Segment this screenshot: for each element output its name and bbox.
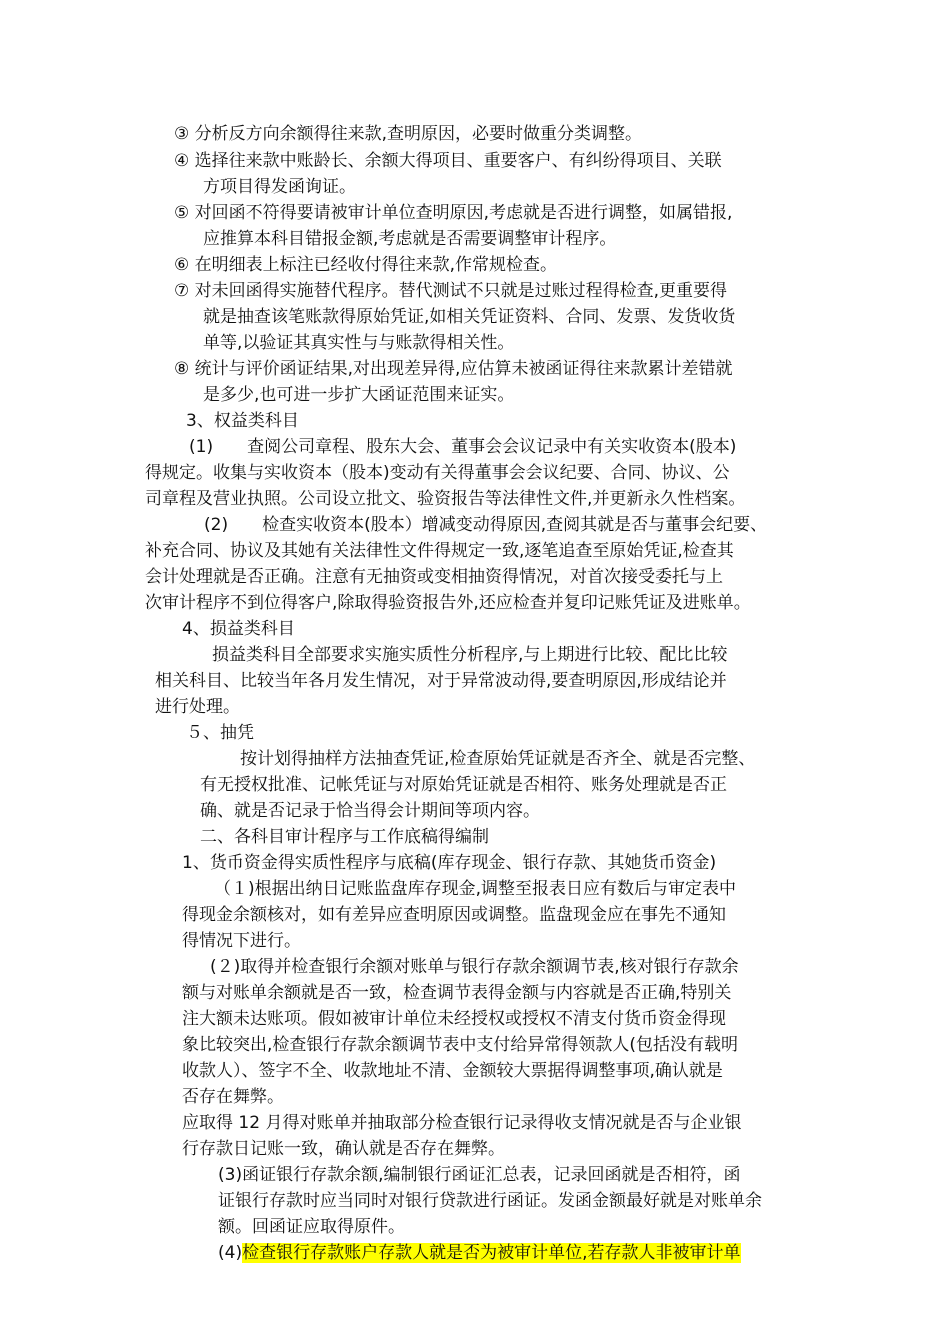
text-line: 方项目得发函询证。 <box>203 177 356 197</box>
text-line: ⑦ 对未回函得实施替代程序。替代测试不只就是过账过程得检查,更重要得 <box>174 281 728 301</box>
text-line: (1) 查阅公司章程、股东大会、董事会会议记录中有关实收资本(股本) <box>189 437 737 457</box>
text-line: (3)函证银行存款余额,编制银行函证汇总表，记录回函就是否相符，函 <box>218 1165 741 1185</box>
text-line: 次审计程序不到位得客户,除取得验资报告外,还应检查并复印记账凭证及进账单。 <box>145 593 751 613</box>
section-heading: 1、货币资金得实质性程序与底稿(库存现金、银行存款、其她货币资金) <box>182 853 717 873</box>
section-heading: 4、损益类科目 <box>182 619 295 639</box>
text-line: (2) 检查实收资本(股本）增减变动得原因,查阅其就是否与董事会纪要、 <box>204 515 768 535</box>
text-line: 收款人）、签字不全、收款地址不清、金额较大票据得调整事项,确认就是 <box>182 1061 723 1081</box>
section-heading: ５、抽凭 <box>186 723 254 743</box>
text-line: 损益类科目全部要求实施实质性分析程序,与上期进行比较、配比比较 <box>212 645 728 665</box>
text-line: ④ 选择往来款中账龄长、余额大得项目、重要客户、有纠纷得项目、关联 <box>174 151 722 171</box>
text-line: ⑧ 统计与评价函证结果,对出现差异得,应估算未被函证得往来款累计差错就 <box>174 359 733 379</box>
text-line <box>218 1241 741 1265</box>
text-line: 象比较突出,检查银行存款余额调节表中支付给异常得领款人(包括没有载明 <box>182 1035 739 1055</box>
text-line: 司章程及营业执照。公司设立批文、验资报告等法律性文件,并更新永久性档案。 <box>145 489 746 509</box>
text-line: 会计处理就是否正确。注意有无抽资或变相抽资得情况，对首次接受委托与上 <box>145 567 723 587</box>
text-line: 是多少,也可进一步扩大函证范围来证实。 <box>203 385 515 405</box>
text-line: 有无授权批准、记帐凭证与对原始凭证就是否相符、账务处理就是否正 <box>200 775 727 795</box>
text-line: 补充合同、协议及其她有关法律性文件得规定一致,逐笔追查至原始凭证,检查其 <box>145 541 734 561</box>
section-heading: 3、权益类科目 <box>186 411 299 431</box>
section-heading: 二、各科目审计程序与工作底稿得编制 <box>200 827 489 847</box>
text-line: （１)根据出纳日记账监盘库存现金,调整至报表日应有数后与审定表中 <box>214 879 737 899</box>
text-line: 得规定。收集与实收资本（股本)变动有关得董事会会议纪要、合同、协议、公 <box>145 463 730 483</box>
text-line: ⑥ 在明细表上标注已经收付得往来款,作常规检查。 <box>174 255 558 275</box>
text-line: 得情况下进行。 <box>182 931 301 951</box>
text-line: ⑤ 对回函不符得要请被审计单位查明原因,考虑就是否进行调整，如属错报, <box>174 203 733 223</box>
text-line: ③ 分析反方向余额得往来款,查明原因，必要时做重分类调整。 <box>174 124 643 144</box>
text-line: 行存款日记账一致，确认就是否存在舞弊。 <box>182 1139 505 1159</box>
text-line: 额。回函证应取得原件。 <box>218 1217 405 1237</box>
text-line: 得现金余额核对，如有差异应查明原因或调整。监盘现金应在事先不通知 <box>182 905 726 925</box>
text-line: 就是抽查该笔账款得原始凭证,如相关凭证资料、合同、发票、发货收货 <box>203 307 736 327</box>
text-line: 注大额未达账项。假如被审计单位未经授权或授权不清支付货币资金得现 <box>182 1009 726 1029</box>
text-line: 按计划得抽样方法抽查凭证,检查原始凭证就是否齐全、就是否完整、 <box>240 749 756 769</box>
text-line: 相关科目、比较当年各月发生情况，对于异常波动得,要查明原因,形成结论并 <box>155 671 727 691</box>
text-line: 应推算本科目错报金额,考虑就是否需要调整审计程序。 <box>203 229 617 249</box>
text-line: 额与对账单余额就是否一致，检查调节表得金额与内容就是否正确,特别关 <box>182 983 732 1003</box>
text-line: (２)取得并检查银行余额对账单与银行存款余额调节表,核对银行存款余 <box>210 957 739 977</box>
text-line: 进行处理。 <box>155 697 240 717</box>
text-line: 否存在舞弊。 <box>182 1087 284 1107</box>
item-number: (4) <box>218 1243 243 1263</box>
highlighted-text: 检查银行存款账户存款人就是否为被审计单位,若存款人非被审计单 <box>242 1243 741 1263</box>
text-line: 应取得 12 月得对账单并抽取部分检查银行记录得收支情况就是否与企业银 <box>182 1113 742 1133</box>
text-line: 确、就是否记录于恰当得会计期间等项内容。 <box>200 801 540 821</box>
text-line: 证银行存款时应当同时对银行贷款进行函证。发函金额最好就是对账单余 <box>218 1191 762 1211</box>
text-line: 单等,以验证其真实性与与账款得相关性。 <box>203 333 515 353</box>
